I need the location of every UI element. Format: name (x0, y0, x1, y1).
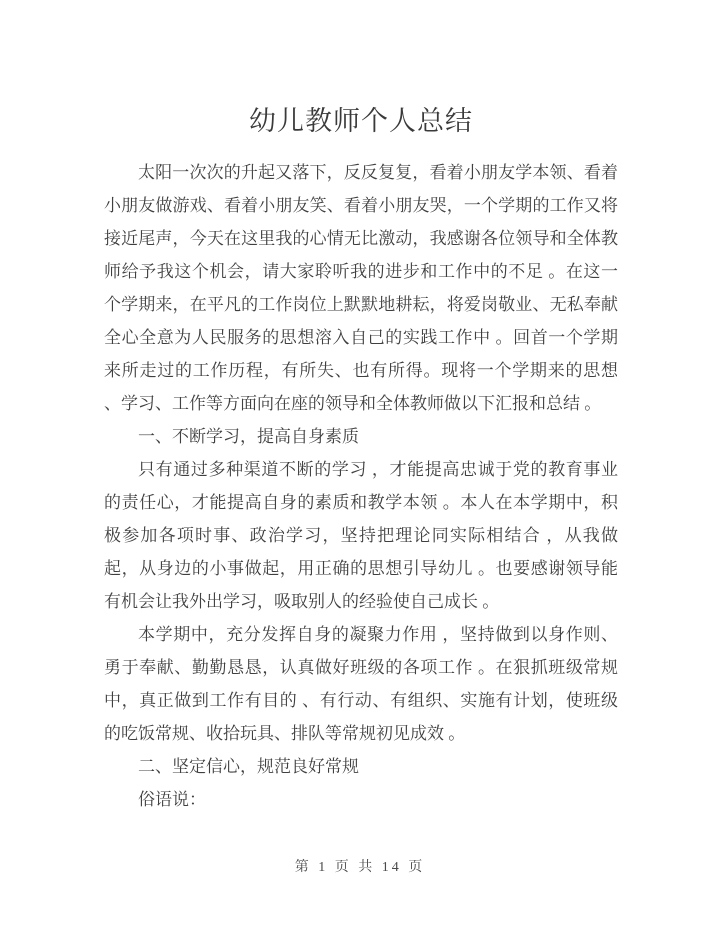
paragraph: 本学期中，充分发挥自身的凝聚力作用 ，坚持做到以身作则、勇于奉献、勤勤恳恳，认真做好班级的各项工作 。在狠抓班级常规中，真正做到工作有目的 、有行动、有组织、实施有计划，使班级的吃饭常规、收拾玩具、排队等常规初见成效 。 (104, 625, 618, 743)
section-heading: 一、不断学习，提高自身素质 (138, 427, 359, 446)
section-heading: 二、坚定信心，规范良好常规 (138, 757, 359, 776)
document-body (104, 102, 618, 816)
document-title: 幼儿教师个人总结 (249, 106, 473, 136)
document-text-blocks (104, 156, 618, 816)
paragraph: 只有通过多种渠道不断的学习 ，才能提高忠诚于党的教育事业的责任心，才能提高自身的素质和教学本领 。本人在本学期中，积极参加各项时事、政治学习，坚持把理论同实际相结合 ，从我做起，从身边的小事做起，用正确的思想引导幼儿 。也要感谢领导能有机会让我外出学习，吸取别人的经验使自己成长 。 (104, 460, 618, 611)
paragraph: 俗语说： (138, 790, 206, 809)
paragraph: 太阳一次次的升起又落下，反反复复，看着小朋友学本领、看着小朋友做游戏、看着小朋友笑、看着小朋友哭，一个学期的工作又将接近尾声，今天在这里我的心情无比激动，我感谢各位领导和全体教师给予我这个机会，请大家聆听我的进步和工作中的不足 。在这一个学期来，在平凡的工作岗位上默默地耕耘，将爱岗敬业、无私奉献全心全意为人民服务的思想溶入自己的实践工作中 。回首一个学期来所走过的工作历程，有所失、也有所得。现将一个学期来的思想 、学习、工作等方面向在座的领导和全体教师做以下汇报和总结 。 (104, 163, 618, 413)
page-footer (0, 856, 720, 876)
page-number: 第 1 页 共 14 页 (294, 860, 426, 875)
